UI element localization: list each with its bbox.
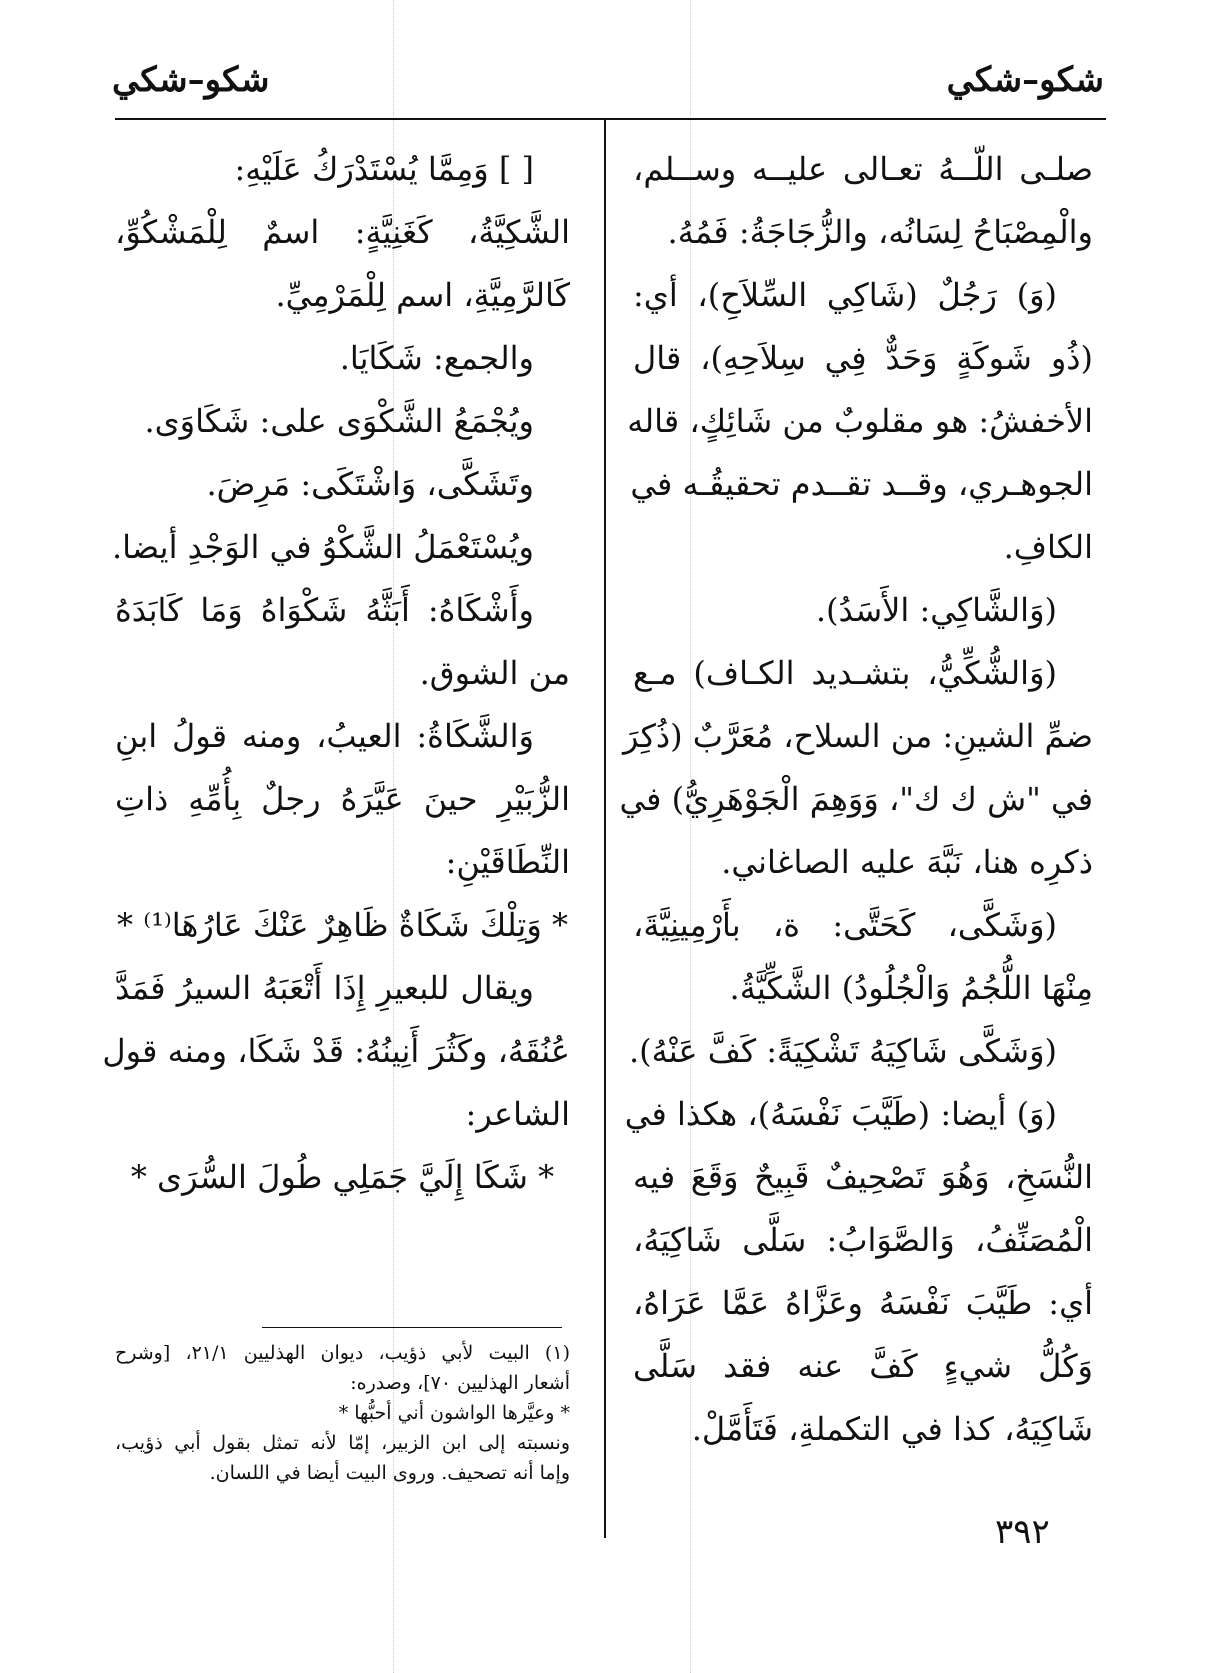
text-line: والْمِصْبَاحُ لِسَانُه، والزُّجَاجَةُ: فَمُهُ.	[667, 213, 1093, 251]
text-line: وَالشَّكَاةُ: العيبُ، ومنه قولُ ابنِ	[115, 717, 534, 755]
text-line: (وَالشُّكِّيُّ، بتشـديد الكـاف) مـع	[633, 654, 1057, 692]
text-line: [ ] وَمِمَّا يُسْتَدْرَكُ عَلَيْهِ:	[234, 150, 534, 188]
text-line: (وَ) رَجُلٌ (شَاكِي السِّلاَحِ)، أي:	[633, 276, 1057, 314]
text-line: من الشوق.	[419, 654, 570, 692]
text-line: الزُّبَيْرِ حينَ عَيَّرَهُ رجلٌ بِأُمِّهِ ذاتِ	[115, 780, 570, 818]
text-line: (وَشَكَّى شَاكِيَهُ تَشْكِيَةً: كَفَّ عَنْهُ).	[628, 1032, 1057, 1070]
text-line: ذكرِه هنا، نَبَّهَ عليه الصاغاني.	[721, 843, 1093, 881]
footnote-line: (١) البيت لأبي ذؤيب، ديوان الهذليين ٢١/١، [وشرح	[115, 1342, 570, 1364]
text-line: في "ش ك ك"، وَوَهِمَ الْجَوْهَرِيُّ) في	[619, 780, 1093, 818]
text-line: أي: طَيَّبَ نَفْسَهُ وعَزَّاهُ عَمَّا عَرَاهُ،	[633, 1284, 1093, 1322]
text-line: ويقال للبعيرِ إِذَا أَتْعَبَهُ السيرُ فَمَدَّ	[115, 969, 534, 1007]
text-line: وَكُلُّ شيءٍ كَفَّ عنه فقد سَلَّى	[633, 1347, 1093, 1385]
text-line: * شَكَا إِلَيَّ جَمَلِي طُولَ السُّرَى *	[130, 1158, 555, 1196]
running-head-left: شكو–شكي	[112, 60, 270, 100]
text-line: (وَالشَّاكِي: الأَسَدُ).	[815, 591, 1057, 629]
column-divider	[604, 118, 606, 1538]
text-line: عُنُقَهُ، وكَثُرَ أَنِينُهُ: قَدْ شَكَا، ومنه قول	[102, 1032, 570, 1070]
text-line: وأَشْكَاهُ: أَبَثَّهُ شَكْوَاهُ وَمَا كَابَدَهُ	[115, 591, 534, 629]
header-rule	[115, 118, 1106, 120]
footnote-rule	[262, 1327, 562, 1328]
text-line: كَالرَّمِيَّةِ، اسم لِلْمَرْمِيِّ.	[275, 276, 570, 314]
footnote-line: * وعيَّرها الواشون أني أحبُّها *	[338, 1402, 570, 1424]
page-number: ٣٩٢	[995, 1512, 1050, 1552]
footnote-line: ونسبته إلى ابن الزبير، إمّا لأنه تمثل بقول أبي ذؤيب،	[115, 1432, 570, 1454]
text-line: (ذُو شَوكَةٍ وَحَدٌّ فِي سِلاَحِهِ)، قال	[633, 339, 1093, 377]
text-line: وتَشَكَّى، وَاشْتَكَى: مَرِضَ.	[206, 465, 534, 503]
text-line: الْمُصَنِّفُ، وَالصَّوَابُ: سَلَّى شَاكِيَهُ،	[633, 1221, 1093, 1259]
footnote-line: وإما أنه تصحيف. وروى البيت أيضا في اللسان.	[209, 1462, 570, 1484]
text-line: ضمِّ الشينِ: من السلاح، مُعَرَّبٌ (ذُكِرَ	[622, 717, 1093, 755]
text-line: النُّسَخِ، وَهُوَ تَصْحِيفٌ قَبِيحٌ وَقَعَ فيه	[633, 1158, 1093, 1196]
running-head-right: شكو–شكي	[946, 60, 1104, 100]
left-column	[102, 138, 570, 1209]
text-line: الأخفشُ: هو مقلوبٌ من شَائِكٍ، قاله	[627, 402, 1093, 440]
footnote-line: أشعار الهذليين ٧٠]، وصدره:	[350, 1372, 570, 1394]
text-line: الشَّكِيَّةُ، كَغَنِيَّةٍ: اسمٌ لِلْمَشْكُوِّ،	[115, 213, 570, 251]
text-line: صلـى اللّــهُ تعـالى عليــه وســلم،	[633, 150, 1093, 188]
text-line: الشاعر:	[465, 1095, 570, 1133]
text-line: النِّطَاقَيْنِ:	[445, 843, 570, 881]
text-line: مِنْهَا اللُّجُمُ وَالْجُلُودُ) الشَّكِّيَّةُ.	[729, 969, 1093, 1007]
text-line: (وَشَكَّى، كَحَتَّى: ة، بأَرْمِينِيَّةَ،	[633, 906, 1057, 944]
text-line: الكافِ.	[1003, 528, 1093, 566]
text-line: الجوهـري، وقــد تقــدم تحقيقُـه في	[630, 465, 1093, 503]
text-line: * وَتِلْكَ شَكَاةٌ ظَاهِرٌ عَنْكَ عَارُهَا⁽¹⁾ *	[117, 906, 568, 944]
text-line: شَاكِيَهُ، كذا في التكملةِ، فَتَأَمَّلْ.	[691, 1410, 1093, 1448]
text-line: ويُجْمَعُ الشَّكْوَى على: شَكَاوَى.	[144, 402, 534, 440]
right-column	[619, 138, 1093, 1461]
text-line: ويُسْتَعْمَلُ الشَّكْوُ في الوَجْدِ أيضا.	[112, 528, 534, 566]
footnotes	[115, 1338, 570, 1488]
text-line: والجمع: شَكَايَا.	[339, 339, 534, 377]
text-line: (وَ) أيضا: (طَيَّبَ نَفْسَهُ)، هكذا في	[624, 1095, 1057, 1133]
